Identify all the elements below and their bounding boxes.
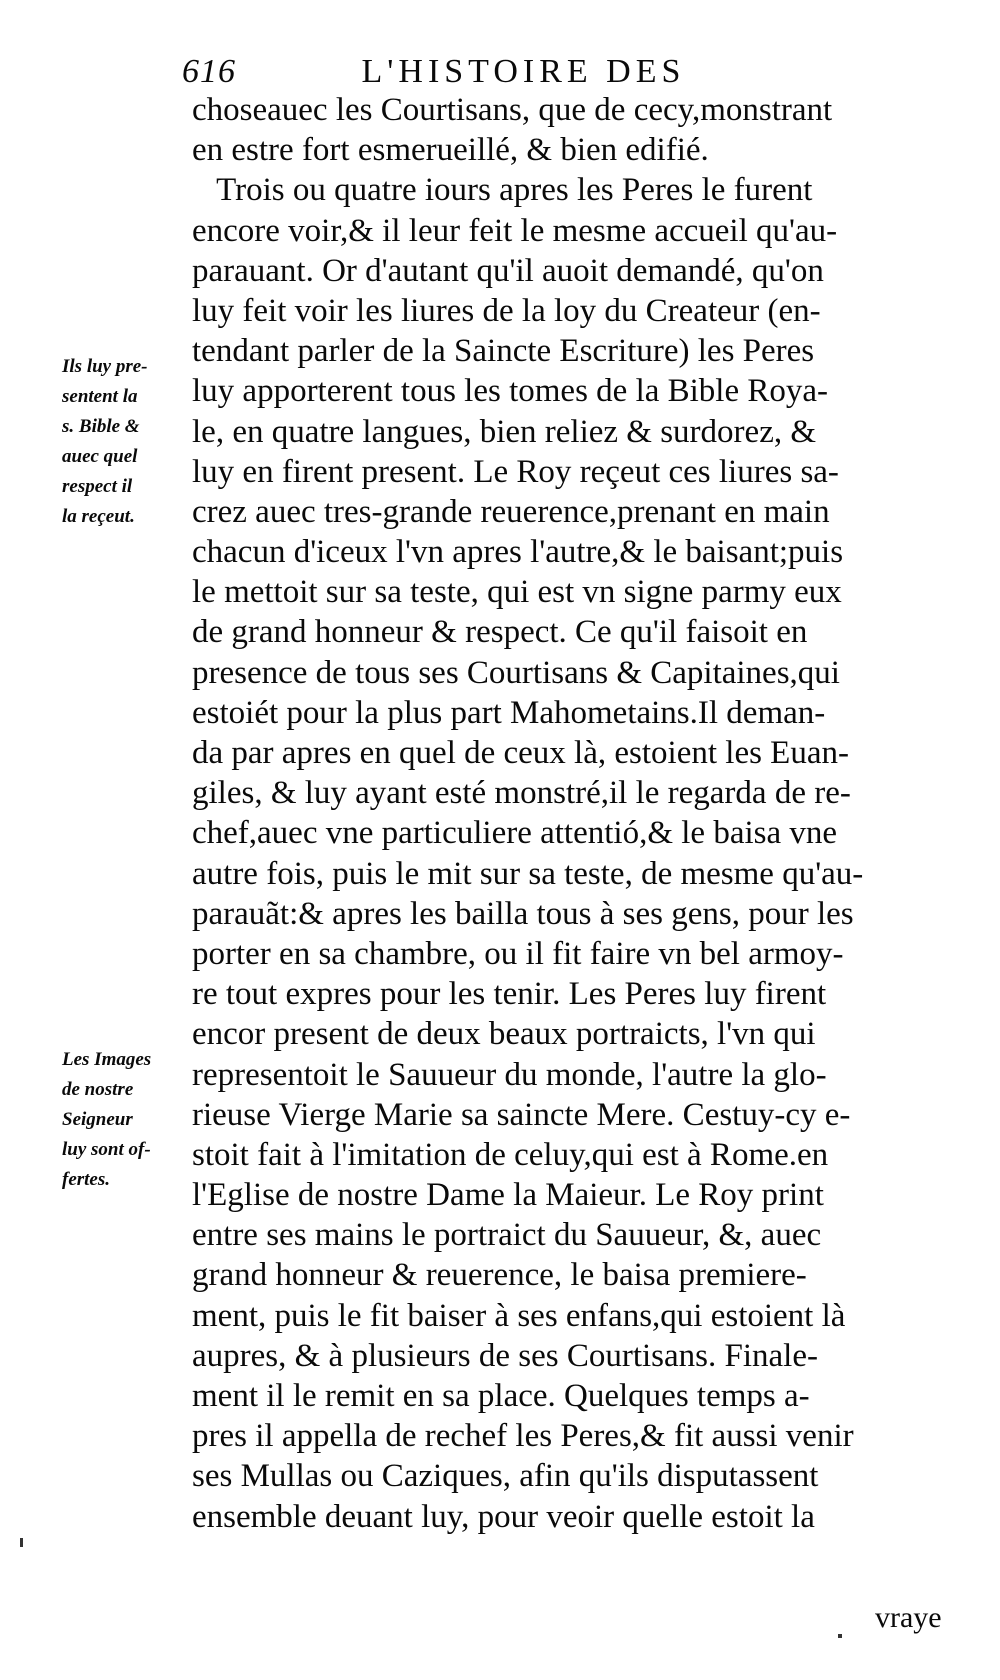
text-line: giles, & luy ayant esté monstré,il le regarda de re- [192,775,851,812]
text-line: le mettoit sur sa teste, qui est vn signe parmy eux [192,574,842,611]
margin-note-line: de nostre [62,1079,134,1100]
text-line: luy feit voir les liures de la loy du Createur (en- [192,292,821,329]
text-line: l'Eglise de nostre Dame la Maieur. Le Roy print [192,1177,824,1214]
text-line: de grand honneur & respect. Ce qu'il faisoit en [192,614,808,651]
text-line: chef,auec vne particuliere attentió,& le baisa vne [192,815,838,852]
main-text-column [192,90,940,1537]
text-line: en estre fort esmerueillé, & bien edifié. [192,132,709,169]
text-line: tendant parler de la Saincte Escriture) les Peres [192,333,815,370]
text-line: stoit fait à l'imitation de celuy,qui est à Rome.en [192,1136,829,1173]
text-line: rieuse Vierge Marie sa saincte Mere. Cestuy-cy e- [192,1096,851,1133]
text-line: pres il appella de rechef les Peres,& fit aussi venir [192,1418,854,1455]
margin-note-line: sentent la [62,386,138,407]
running-title: L'HISTOIRE DES [361,53,686,90]
text-line: parauãt:& apres les bailla tous à ses gens, pour les [192,895,854,932]
text-line: re tout expres pour les tenir. Les Peres luy firent [192,976,827,1013]
margin-note-line: Les Images [62,1049,152,1070]
margin-note-line: s. Bible & [62,416,140,437]
text-line: luy en firent present. Le Roy reçeut ces liures sa- [192,453,839,490]
catchword: vraye [875,1601,942,1634]
margin-note-line: fertes. [62,1169,111,1190]
margin-note-line: luy sont of- [62,1139,151,1160]
text-line: estoiét pour la plus part Mahometains.Il deman- [192,694,826,731]
text-line: ment, puis le fit baiser à ses enfans,qui estoient là [192,1297,846,1334]
text-line: choseauec les Courtisans, que de cecy,monstrant [192,92,833,128]
text-line: porter en sa chambre, ou il fit faire vn bel armoy- [192,935,844,972]
text-line: ensemble deuant luy, pour veoir quelle estoit la [192,1498,815,1535]
text-line: encor present de deux beaux portraicts, l'vn qui [192,1016,816,1053]
margin-note-line: respect il [62,476,133,497]
text-line: da par apres en quel de ceux là, estoient les Euan- [192,735,849,771]
page-header [182,52,782,92]
margin-note-line: Seigneur [62,1109,133,1130]
page-number: 616 [182,53,236,90]
margin-note-bible [62,352,192,532]
text-line: entre ses mains le portraict du Sauueur, &, auec [192,1217,822,1254]
text-line: chacun d'iceux l'vn apres l'autre,& le baisant;puis [192,534,844,571]
text-line: parauant. Or d'autant qu'il auoit demandé, qu'on [192,252,824,289]
margin-note-line: auec quel [62,446,138,467]
text-line: autre fois, puis le mit sur sa teste, de mesme qu'au- [192,855,864,892]
text-line: presence de tous ses Courtisans & Capitaines,qui [192,654,840,691]
ink-speck [838,1634,842,1638]
text-line: encore voir,& il leur feit le mesme accueil qu'au- [192,212,838,249]
text-line: crez auec tres-grande reuerence,prenant en main [192,493,830,530]
text-line: ment il le remit en sa place. Quelques temps a- [192,1378,810,1414]
margin-note-line: Ils luy pre- [62,356,148,377]
text-line: ses Mullas ou Caziques, afin qu'ils disputassent [192,1458,819,1495]
margin-note-line: la reçeut. [62,506,135,527]
text-line: le, en quatre langues, bien reliez & surdorez, & [192,413,817,450]
text-line: representoit le Sauueur du monde, l'autre la glo- [192,1056,827,1093]
text-line: luy apporterent tous les tomes de la Bible Roya- [192,373,829,410]
text-line: Trois ou quatre iours apres les Peres le furent [192,172,813,209]
text-line: aupres, & à plusieurs de ses Courtisans. Finale- [192,1337,818,1374]
margin-note-images [62,1045,192,1195]
ink-speck [20,1538,23,1547]
text-line: grand honneur & reuerence, le baisa premiere- [192,1257,807,1294]
